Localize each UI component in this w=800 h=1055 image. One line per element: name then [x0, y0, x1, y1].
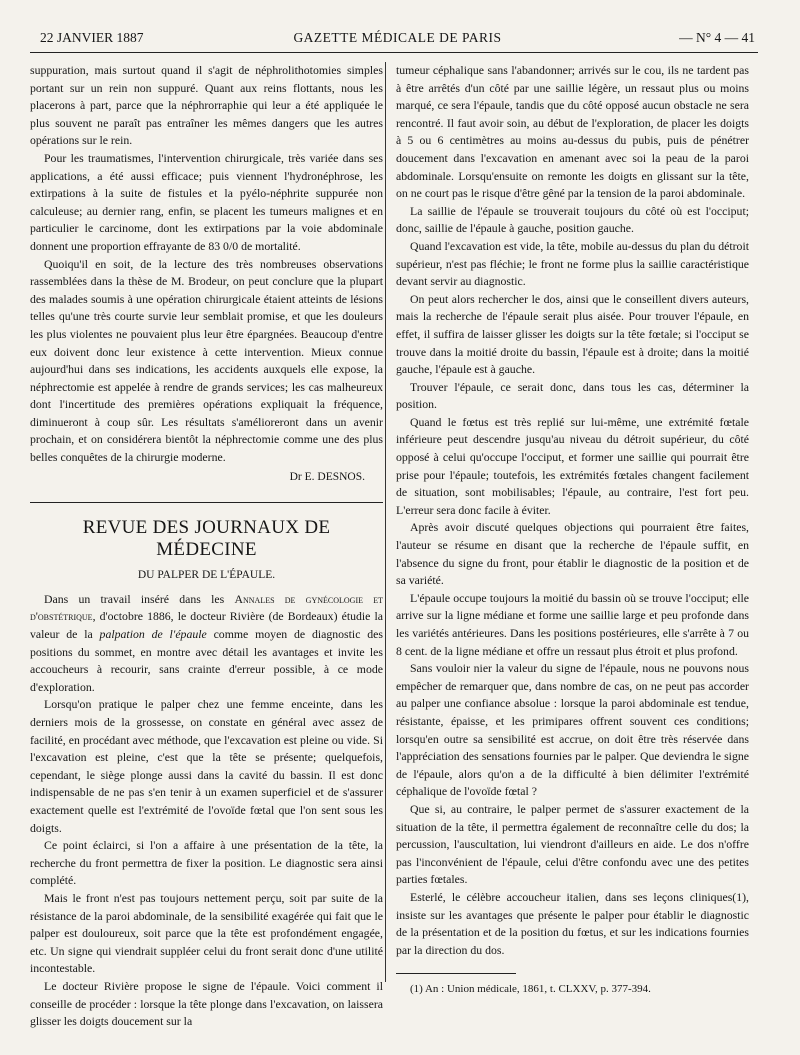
author-signature: Dr E. DESNOS.: [289, 470, 365, 483]
paragraph: L'épaule occupe toujours la moitié du bassin où se trouve l'occiput; elle arrive sur la ligne médiane et forme une saillie large et peu profonde dans les variétés antérieures. Dans les positions postérieures, elle s'arrête à 7 ou 8 cent. de la ligne médiane et offre un ressaut plus étroit et plus profond.: [396, 590, 749, 658]
header-date: 22 JANVIER 1887: [40, 30, 144, 45]
text-run: Dans un travail inséré dans les: [44, 591, 235, 606]
text-run: , d'octobre 1886, le docteur Rivière (de Bordeaux) étudie la valeur de la: [30, 609, 383, 642]
page-header: [40, 30, 755, 50]
header-page-number: — N° 4 — 41: [679, 30, 755, 45]
paragraph: Trouver l'épaule, ce serait donc, dans tous les cas, déterminer la position.: [396, 379, 749, 412]
left-column: [30, 62, 383, 1031]
right-column: [396, 62, 749, 997]
paragraph: Ce point éclairci, si l'on a affaire à une présentation de la tête, la recherche du front permettra de fixer la position. Le diagnostic sera ainsi complété.: [30, 838, 383, 888]
paragraph: Esterlé, le célèbre accoucheur italien, dans ses leçons cliniques(1), insiste sur les avantages que présente le palper pour établir le diagnostic de la présentation et de la position du fœtus, et sur les indications fournies par la direction du dos.: [396, 889, 749, 957]
section-divider: [30, 502, 383, 503]
footnote: (1) An : Union médicale, 1861, t. CLXXV, p. 377-394.: [410, 983, 651, 996]
paragraph: [30, 591, 383, 697]
text-run: comme moyen de diagnostic des positions du sommet, en montre avec détail les avantages et invite les accoucheurs à recourir, sans crainte d'erreur possible, à ce mode d'exploration.: [30, 627, 383, 694]
paragraph: suppuration, mais surtout quand il s'agit de néphrolithotomies simples portant sur un rein non suppuré. Quant aux reins flottants, nous les placerons à part, parce que la néphrorraphie qui leur a été appliquée le plus souvent ne paraît pas entraîner les mêmes dangers que les autres opérations sur le rein.: [30, 63, 383, 148]
paragraph: Quoiqu'il en soit, de la lecture des très nombreuses observations rassemblées dans la thèse de M. Brodeur, on peut conclure que la plupart des malades soumis à une opération chirurgicale étaient atteints de lésions telles qu'une très courte survie leur semblait promise, et que les douleurs les plus violentes ne pouvaient plus leur être épargnées. Beaucoup d'entre eux doivent donc leur existence à cette intervention. Mieux connue aujourd'hui dans ses indications, les accidents auxquels elle expose, la néphrectomie est appelée à rendre de grands services; les cas malheureux dont l'incertitude des premières opérations expliquait la fréquence, diminueront à coup sûr. Les résultats s'amélioreront dans un avenir prochain, et on considérera bientôt la néphrectomie comme une des plus belles conquêtes de la chirurgie moderne.: [30, 256, 383, 465]
section-title: REVUE DES JOURNAUX DE MÉDECINE: [82, 517, 331, 561]
paragraph: Après avoir discuté quelques objections qui pourraient être faites, l'auteur se résume en disant que la recherche de l'épaule suffit, en l'absence du signe du front, pour établir le diagnostic de la position et de sa variété.: [396, 520, 749, 588]
section-subtitle: DU PALPER DE L'ÉPAULE.: [137, 569, 276, 582]
paragraph: tumeur céphalique sans l'abandonner; arrivés sur le cou, ils ne tardent pas à être arrêtés d'un côté par une saillie légère, un ressaut plus ou moins marqué, ce sera l'épaule, tandis que du côté opposé aucun obstacle ne sera rencontré. Il faut avoir soin, au début de l'exploration, de placer les doigts à 5 ou 6 centimètres au moins au-dessus du pubis, puis de pénétrer doucement dans l'excavation en amenant avec soi la peau de la paroi abdominale. Lorsqu'ensuite on remonte les doigts en glissant sur la tête, on ne court pas le risque d'être gêné par la tension de la paroi abdominale.: [396, 63, 749, 201]
paragraph: Quand le fœtus est très replié sur lui-même, une extrémité fœtale inférieure peut descendre jusqu'au niveau du détroit supérieur, du côté opposé à celui qu'occupe l'occiput, et former une saillie qui pourrait être prise pour l'épaule; toutefois, les extrémités fœtales changent facilement de situation, sont mobilisables; l'épaule, au contraire, l'est fort peu. L'erreur sera donc facile à éviter.: [396, 414, 749, 517]
header-rule: [30, 52, 758, 53]
paragraph: La saillie de l'épaule se trouverait toujours du côté où est l'occiput; donc, saillie de l'épaule à gauche, position gauche.: [396, 203, 749, 236]
paragraph: Que si, au contraire, le palper permet de s'assurer exactement de la situation de la tête, il permettra également de reconnaître celle du dos; la percussion, l'auscultation, lui viendront d'ailleurs en aide. Le dos n'offre pas l'inconvénient de l'épaule, celui d'être confondu avec une des petites parties fœtales.: [396, 801, 749, 887]
paragraph: On peut alors rechercher le dos, ainsi que le conseillent divers auteurs, mais la recherche de l'épaule serait plus aisée. Pour trouver l'épaule, en effet, il suffira de laisser glisser les doigts sur la tête fœtale; si l'occiput se trouve dans la moitié droite du bassin, l'épaule est à droite; dans la moitié gauche, l'épaule est à gauche.: [396, 291, 749, 377]
paragraph: Sans vouloir nier la valeur du signe de l'épaule, nous ne pouvons nous empêcher de remarquer que, dans nombre de cas, on ne peut pas accorder au palper une confiance absolue : lorsque la paroi abdominale est tendue, résistante, épaisse, et les primipares offrent souvent ces conditions; lorsqu'en outre sa sensibilité est accrue, on doit être très réservée dans l'appréciation des sensations fournies par le palper. Que deviendra le signe de l'épaule, alors qu'on a de la difficulté à bien délimiter l'extrémité céphalique de l'ovoïde fœtal ?: [396, 661, 749, 799]
emphasis-term: palpation de l'épaule: [99, 627, 207, 642]
journal-name: Annales de gynécologie et d'obstétrique: [30, 591, 384, 624]
column-rule: [385, 62, 386, 982]
header-journal-title: GAZETTE MÉDICALE DE PARIS: [293, 30, 502, 45]
paragraph: Le docteur Rivière propose le signe de l'épaule. Voici comment il conseille de procéder : lorsque la tête plonge dans l'excavation, on laissera glisser les doigts doucement sur la: [30, 978, 383, 1029]
paragraph: Quand l'excavation est vide, la tête, mobile au-dessus du plan du détroit supérieur, n'est pas fléchie; le front ne forme plus la saillie caractéristique devant servir au diagnostic.: [396, 238, 749, 289]
paragraph: Pour les traumatismes, l'intervention chirurgicale, très variée dans ses applications, a été aussi efficace; puis viennent l'hydronéphrose, les extirpations à la suite de fistules et la pyélo-néphrite suppurée non calculeuse; au dernier rang, enfin, se placent les tumeurs malignes et en particulier le carcinome, dont les extirpations par la voie abdominale donnent une proportion effrayante de 83 0/0 de mortalité.: [30, 150, 383, 253]
paragraph: Mais le front n'est pas toujours nettement perçu, soit par suite de la résistance de la paroi abdominale, de la sensibilité exagérée qui fait que le palper est douloureux, soit parce que la tête est profondément engagée, etc. Un signe qui viendrait suppléer celui du front serait donc d'une utilité incontestable.: [30, 890, 383, 976]
paragraph: Lorsqu'on pratique le palper chez une femme enceinte, dans les derniers mois de la grossesse, on constate en général avec assez de facilité, en procédant avec méthode, que l'excavation est pleine ou vide. Si l'excavation est pleine, c'est que la tête se présente; quelquefois, cependant, le siège plonge aussi dans la cavité du bassin. Il est donc indispensable de ne pas s'en tenir à un examen superficiel et de s'assurer exactement quelle est l'extrémité de l'ovoïde fœtal que l'on sent sous les doigts.: [30, 697, 383, 835]
footnote-rule: [396, 973, 516, 974]
